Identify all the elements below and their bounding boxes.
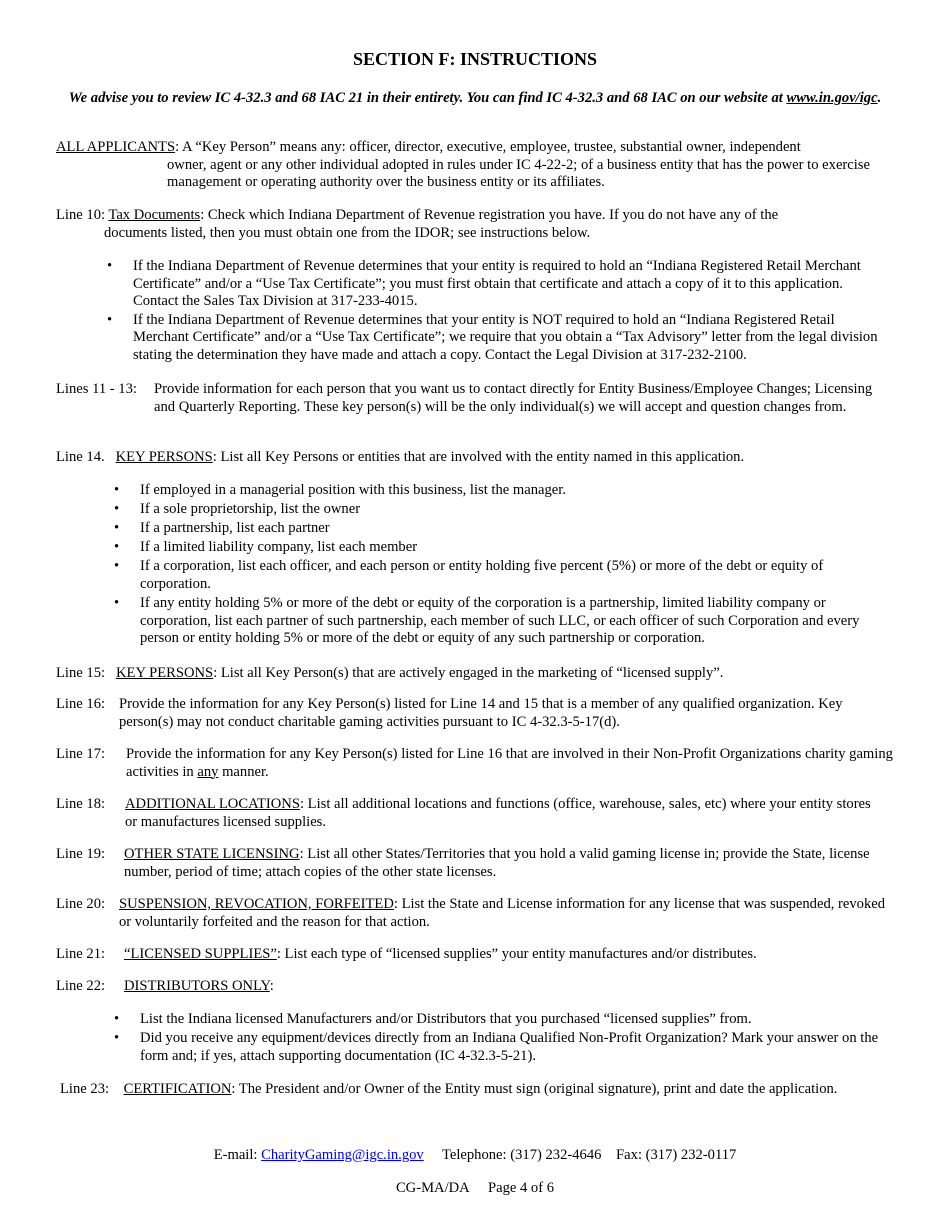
line22-text: : xyxy=(269,978,274,994)
line22-label: DISTRIBUTORS ONLY xyxy=(124,978,270,994)
bullet-icon: • xyxy=(114,539,120,556)
line17-text-a: Provide the information for any Key Person(s) listed for Line 16 that are involved in their Non-Profit Organizations charity gaming activities in xyxy=(126,746,893,780)
telephone: Telephone: (317) 232-4646 xyxy=(441,1147,602,1163)
line10-block xyxy=(56,207,856,242)
email-link[interactable]: CharityGaming@igc.in.gov xyxy=(261,1147,424,1163)
advise-text: We advise you to review IC 4-32.3 and 68 IAC 21 in their entirety. You can find IC 4-32.3 and 68 IAC on our website at xyxy=(68,90,783,106)
line23-label: CERTIFICATION xyxy=(123,1081,232,1097)
bullet-icon: • xyxy=(114,1030,120,1047)
line23-prefix: Line 23: xyxy=(60,1081,110,1097)
lines11-13-prefix: Lines 11 - 13: xyxy=(56,381,137,397)
line15-label: KEY PERSONS xyxy=(116,665,214,681)
bullet-icon: • xyxy=(107,311,113,328)
line19-label: OTHER STATE LICENSING xyxy=(124,846,300,862)
line18-label: ADDITIONAL LOCATIONS xyxy=(125,796,300,812)
advise-note xyxy=(60,90,890,108)
list-item xyxy=(107,258,885,311)
line18-prefix: Line 18: xyxy=(56,796,106,812)
bullet-icon: • xyxy=(107,258,113,274)
list-item xyxy=(114,501,875,519)
bullet-icon: • xyxy=(114,520,120,537)
list-item xyxy=(114,1011,885,1029)
bullet-text: Did you receive any equipment/devices directly from an Indiana Qualified Non-Profit Organization? Mark your answer on the form and; if yes, attach supporting documentation (IC 4-32.3-5-21). xyxy=(140,1030,879,1064)
lines11-13-text: Provide information for each person that you want us to contact directly for Entity Business/Employee Changes; Licensing and Quarterly Reporting. These key person(s) will be the only individual(s) we will accept and question changes from. xyxy=(154,381,873,415)
lines11-13-block xyxy=(56,381,896,416)
bullet-icon: • xyxy=(114,482,120,498)
line14-label: KEY PERSONS xyxy=(115,449,213,465)
list-item xyxy=(114,482,875,500)
bullet-icon: • xyxy=(114,595,120,612)
list-item xyxy=(107,311,885,365)
line10-label: Tax Documents xyxy=(108,207,201,223)
fax: Fax: (317) 232-0117 xyxy=(616,1147,737,1163)
line18-text: : List all additional locations and functions (office, warehouse, sales, etc) where your entity stores or manufactures licensed supplies. xyxy=(125,796,871,830)
bullet-text: List the Indiana licensed Manufacturers and/or Distributors that you purchased “licensed supplies” from. xyxy=(140,1011,752,1027)
email-label: E-mail: xyxy=(213,1147,262,1163)
line14-text: : List all Key Persons or entities that are involved with the entity named in this application. xyxy=(212,449,745,465)
bullet-icon: • xyxy=(114,1011,120,1027)
form-code: CG-MA/DA xyxy=(395,1180,470,1196)
line18-block xyxy=(56,796,886,831)
line16-prefix: Line 16: xyxy=(56,696,106,712)
footer-page xyxy=(0,1180,950,1198)
bullet-text: If employed in a managerial position with this business, list the manager. xyxy=(140,482,566,498)
list-item xyxy=(114,1030,885,1065)
page-number: Page 4 of 6 xyxy=(487,1180,555,1196)
bullet-text: If a partnership, list each partner xyxy=(140,520,330,537)
line20-label: SUSPENSION, REVOCATION, FORFEITED xyxy=(119,896,394,912)
bullet-text: If a corporation, list each officer, and each person or entity holding five percent (5%) or more of the debt or equity of corporation. xyxy=(140,558,824,592)
line14-bullets xyxy=(114,482,875,648)
list-item xyxy=(114,520,875,538)
line17-text-b: manner. xyxy=(218,763,269,780)
all-applicants-cont: owner, agent or any other individual adopted in rules under IC 4-22-2; of a business entity that has the power to exercise management or operating authority over the business entity or its affiliates. xyxy=(167,156,870,191)
all-applicants-label: ALL APPLICANTS xyxy=(56,139,176,155)
line21-prefix: Line 21: xyxy=(56,946,106,962)
website-link[interactable]: www.in.gov/igc xyxy=(786,90,878,106)
line20-prefix: Line 20: xyxy=(56,896,106,912)
line17-prefix: Line 17: xyxy=(56,746,106,762)
line15-prefix: Line 15: xyxy=(56,665,106,681)
footer-contact xyxy=(0,1147,950,1165)
line20-block xyxy=(56,896,889,931)
line23-text: : The President and/or Owner of the Entity must sign (original signature), print and date the application. xyxy=(231,1081,838,1097)
all-applicants-block xyxy=(56,139,876,192)
line16-block xyxy=(56,696,898,731)
line10-cont: documents listed, then you must obtain one from the IDOR; see instructions below. xyxy=(104,224,591,241)
line22-block xyxy=(56,978,896,996)
list-item xyxy=(114,558,875,593)
line21-text: : List each type of “licensed supplies” your entity manufactures and/or distributes. xyxy=(276,946,757,962)
line15-text: : List all Key Person(s) that are actively engaged in the marketing of “licensed supply”. xyxy=(213,665,724,681)
line10-prefix: Line 10: xyxy=(56,207,109,223)
line20-text: : List the State and License information for any license that was suspended, revoked or voluntarily forfeited and the reason for that action. xyxy=(119,896,886,930)
line17-underlined: any xyxy=(197,763,219,780)
line14-block xyxy=(56,449,896,467)
line14-prefix: Line 14. xyxy=(56,449,105,465)
bullet-icon: • xyxy=(114,558,120,575)
line22-bullets xyxy=(114,1011,885,1065)
all-applicants-text: : A “Key Person” means any: officer, director, executive, employee, trustee, substantial owner, independent xyxy=(175,139,801,155)
list-item xyxy=(114,539,875,557)
line15-block xyxy=(56,665,896,683)
line10-bullets xyxy=(107,258,885,365)
bullet-text: If a sole proprietorship, list the owner xyxy=(140,501,361,518)
line22-prefix: Line 22: xyxy=(56,978,106,994)
list-item xyxy=(114,595,875,648)
line19-prefix: Line 19: xyxy=(56,846,106,862)
line16-text: Provide the information for any Key Person(s) listed for Line 14 and 15 that is a member of any qualified organization. Key person(s) may not conduct charitable gaming activities pursuant to IC 4-32.3-5-17(d). xyxy=(119,696,843,730)
bullet-icon: • xyxy=(114,501,120,518)
bullet-text: If the Indiana Department of Revenue determines that your entity is required to hold an “Indiana Registered Retail Merchant Certificate” and/or a “Use Tax Certificate”; you must first obtain that certificate and attach a copy of it to this application. Contact the Sales Tax Division at 317-233-4015. xyxy=(133,258,861,310)
bullet-text: If any entity holding 5% or more of the debt or equity of the corporation is a partnership, limited liability company or corporation, list each partner of such partnership, each member of such LLC, or each officer of such Corporation and every person or entity holding 5% or more of the debt or equity of any such partnership or corporation. xyxy=(140,595,860,647)
line21-label: “LICENSED SUPPLIES” xyxy=(124,946,277,962)
advise-end: . xyxy=(877,90,882,106)
line17-text xyxy=(56,746,898,781)
line21-block xyxy=(56,946,896,964)
line19-block xyxy=(56,846,881,881)
line23-block xyxy=(60,1081,910,1099)
line17-block xyxy=(56,746,898,781)
bullet-text: If the Indiana Department of Revenue determines that your entity is NOT required to hold an “Indiana Registered Retail Merchant Certificate” and/or a “Use Tax Certificate”; we require that you obtain a “Tax Advisory” letter from the legal division stating the determination they have made and attach a copy. Contact the Legal Division at 317-232-2100. xyxy=(133,311,878,363)
section-title: SECTION F: INSTRUCTIONS xyxy=(352,49,598,69)
bullet-text: If a limited liability company, list each member xyxy=(140,539,418,556)
line19-text: : List all other States/Territories that you hold a valid gaming license in; provide the State, license number, period of time; attach copies of the other state licenses. xyxy=(124,846,870,880)
line10-text: : Check which Indiana Department of Revenue registration you have. If you do not have any of the xyxy=(200,207,779,223)
